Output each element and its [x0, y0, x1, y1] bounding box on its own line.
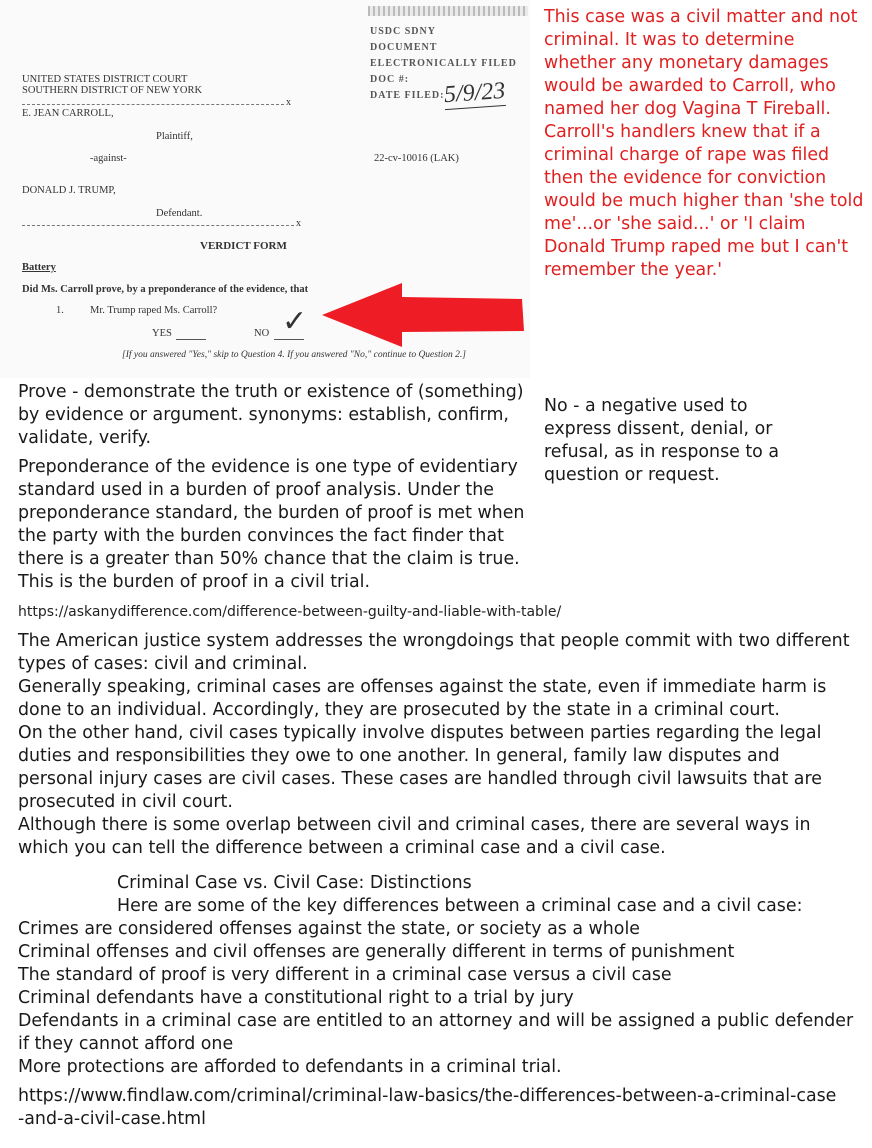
divider-x: x [286, 97, 291, 108]
body-article [18, 630, 856, 860]
source-link-findlaw[interactable]: https://www.findlaw.com/criminal/criminal-law-basics/the-differences-between-a-criminal-case-and-a-civil-case.html [18, 1086, 837, 1129]
court-line: UNITED STATES DISTRICT COURT [22, 74, 188, 85]
date-filed-handwritten: 5/9/23 [443, 77, 507, 109]
plaintiff-name: E. JEAN CARROLL, [22, 108, 114, 119]
divider-x: x [296, 218, 301, 229]
court-line: SOUTHERN DISTRICT OF NEW YORK [22, 85, 203, 96]
scan-noise [368, 6, 528, 16]
yes-blank [176, 339, 206, 340]
against-label: -against- [90, 153, 127, 164]
case-number: 22-cv-10016 (LAK) [374, 153, 459, 164]
annotation-note: This case was a civil matter and not criminal. It was to determine whether any monetary damages would be awarded to Carroll, who named her dog Vagina T Fireball. Carroll's handlers knew that if a criminal charge of rape was filed then the evidence for conviction would be much higher than 'she told me'...or 'she said...' or 'I claim Donald Trump raped me but I can't remember the year.' [544, 7, 864, 280]
no-label: NO [254, 328, 270, 339]
body-paragraph: The American justice system addresses the wrongdoings that people commit with two different types of cases: civil and criminal. [18, 631, 850, 674]
verdict-question: Did Ms. Carroll prove, by a preponderance of the evidence, that [22, 284, 309, 295]
verdict-form-scan [0, 0, 530, 378]
distinctions-list [18, 918, 856, 1079]
distinctions-intro: Here are some of the key differences between a criminal case and a civil case: [117, 896, 803, 916]
list-item: Criminal offenses and civil offenses are generally different in terms of punishment [18, 942, 735, 962]
stamp-line: USDC SDNY [370, 26, 436, 37]
list-item: More protections are afforded to defendants in a criminal trial. [18, 1057, 562, 1077]
item-number: 1. [56, 305, 64, 316]
body-paragraph: Although there is some overlap between civil and criminal cases, there are several ways in which you can tell the difference between a criminal case and a civil case. [18, 815, 811, 858]
red-arrow-icon [318, 280, 530, 350]
yes-label: YES [152, 328, 172, 339]
source-link-askanydifference[interactable]: https://askanydifference.com/difference-between-guilty-and-liable-with-table/ [18, 604, 562, 620]
list-item: Defendants in a criminal case are entitled to an attorney and will be assigned a public defender if they cannot afford one [18, 1011, 854, 1054]
form-title: VERDICT FORM [200, 240, 287, 252]
defendant-role: Defendant. [156, 208, 203, 219]
list-item: The standard of proof is very different in a criminal case versus a civil case [18, 965, 672, 985]
no-checkmark: ✓ [282, 304, 308, 339]
stamp-line: DOC #: [370, 74, 410, 85]
stamp-line: DATE FILED: [370, 90, 445, 101]
list-item: Criminal defendants have a constitutional right to a trial by jury [18, 988, 574, 1008]
section-heading: Battery [22, 262, 56, 273]
stamp-line: ELECTRONICALLY FILED [370, 58, 517, 69]
divider [22, 104, 284, 105]
distinctions-heading: Criminal Case vs. Civil Case: Distinctions [117, 873, 472, 893]
preponderance-definition: Preponderance of the evidence is one type of evidentiary standard used in a burden of proof analysis. Under the preponderance standard, the burden of proof is met when the party with the burden convinces the fact finder that there is a greater than 50% chance that the claim is true. This is the burden of proof in a civil trial. [18, 457, 525, 592]
stamp-line: DOCUMENT [370, 42, 438, 53]
item-text: Mr. Trump raped Ms. Carroll? [90, 305, 218, 316]
prove-definition: Prove - demonstrate the truth or existence of (something) by evidence or argument. synonyms: establish, confirm, validate, verify. [18, 382, 524, 448]
no-blank [274, 339, 304, 340]
list-item: Crimes are considered offenses against the state, or society as a whole [18, 919, 640, 939]
body-paragraph: Generally speaking, criminal cases are offenses against the state, even if immediate harm is done to an individual. Accordingly, they are prosecuted by the state in a criminal court. [18, 677, 827, 720]
divider [22, 225, 294, 226]
plaintiff-role: Plaintiff, [156, 131, 193, 142]
body-paragraph: On the other hand, civil cases typically involve disputes between parties regarding the legal duties and responsibilities they owe to one another. In general, family law disputes and personal injury cases are civil cases. These cases are handled through civil lawsuits that are prosecuted in civil court. [18, 723, 822, 812]
instruction-text: [If you answered "Yes," skip to Question 4. If you answered "No," continue to Question 2.] [122, 350, 466, 360]
defendant-name: DONALD J. TRUMP, [22, 185, 116, 196]
no-definition: No - a negative used to express dissent, denial, or refusal, as in response to a question or request. [544, 396, 780, 485]
